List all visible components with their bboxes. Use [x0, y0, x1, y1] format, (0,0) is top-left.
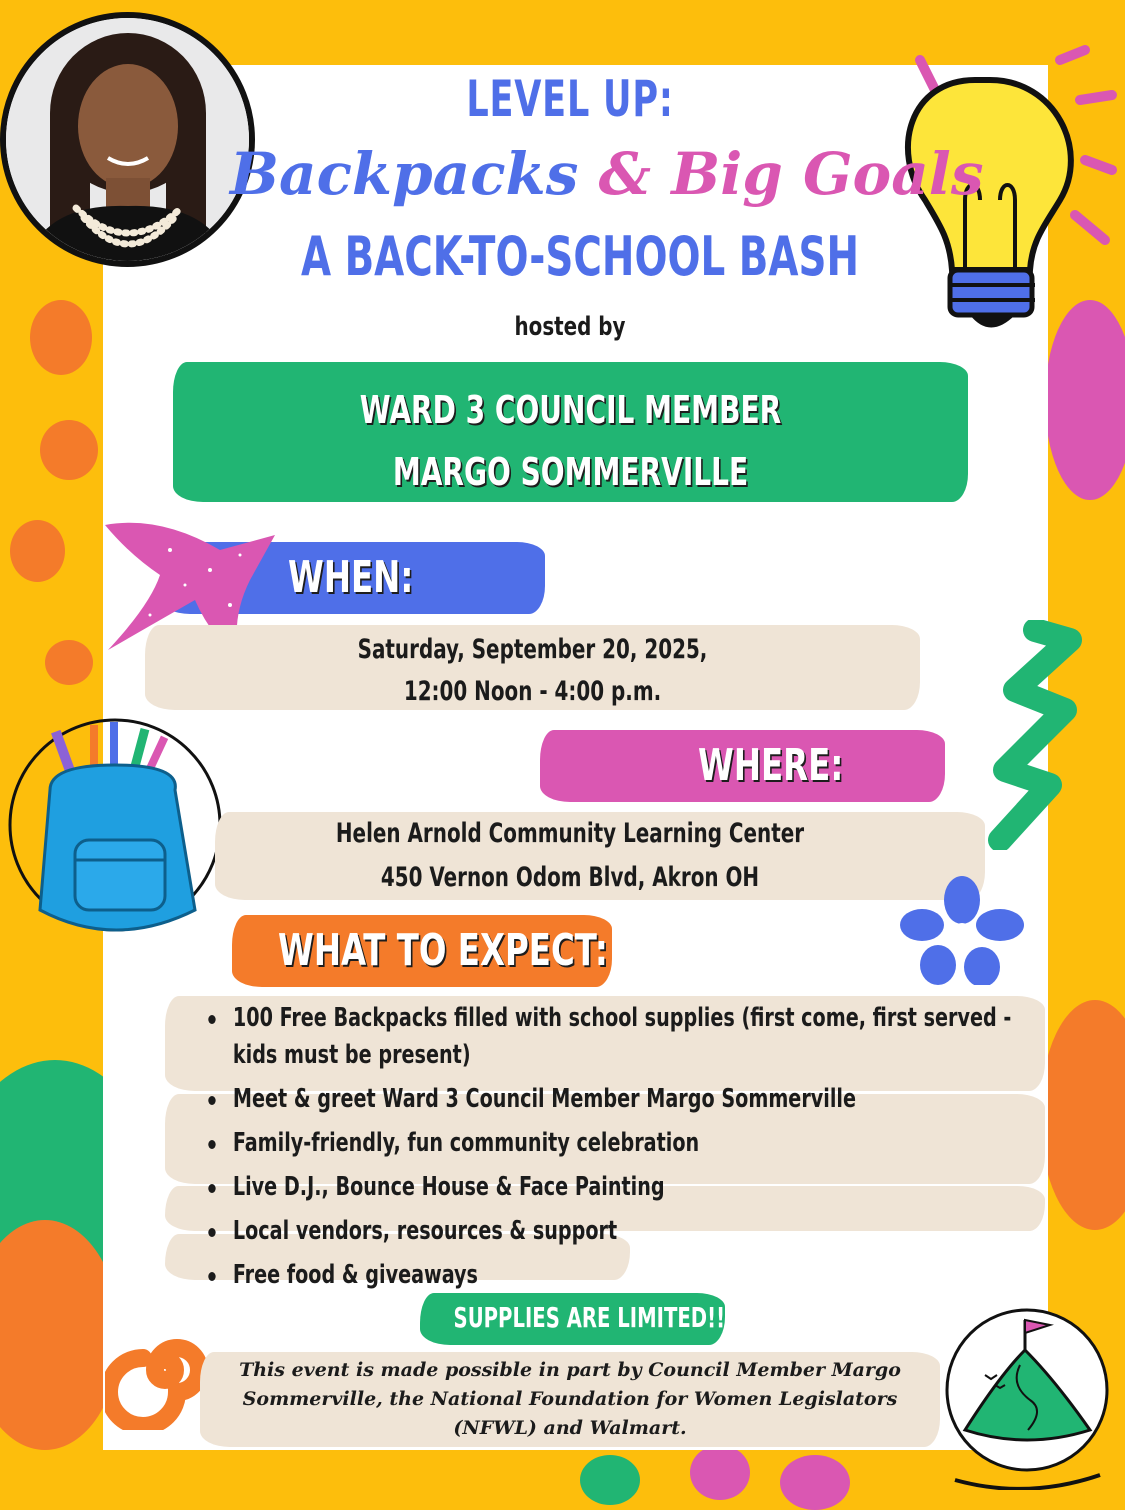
decor-blob-orange-3 — [10, 520, 65, 582]
supplies-limited-notice: SUPPLIES ARE LIMITED!! — [453, 1301, 726, 1334]
venue-name: Helen Arnold Community Learning Center — [335, 818, 805, 849]
hosted-by-label: hosted by — [514, 312, 626, 342]
decor-blob-green-2 — [580, 1455, 640, 1505]
list-item: Live D.J., Bounce House & Face Painting — [205, 1169, 992, 1206]
decor-blob-pink-3 — [780, 1455, 850, 1510]
decor-blob-orange-2 — [40, 420, 98, 480]
portrait-photo — [0, 12, 255, 267]
where-label: WHERE: — [698, 740, 844, 791]
flower-icon — [900, 875, 1025, 985]
decor-blob-pink-2 — [690, 1445, 750, 1500]
mountain-flag-logo — [940, 1305, 1115, 1490]
decor-blob-orange-4 — [45, 640, 93, 685]
host-title: WARD 3 COUNCIL MEMBER — [359, 388, 782, 432]
list-item: Meet & greet Ward 3 Council Member Margo Sommerville — [205, 1081, 992, 1118]
list-item: 100 Free Backpacks filled with school supplies (first come, first served - kids must be present) — [205, 1000, 1020, 1074]
event-time: 12:00 Noon - 4:00 p.m. — [403, 676, 662, 707]
portrait-illustration — [6, 18, 249, 261]
when-label: WHEN: — [288, 552, 414, 603]
event-date: Saturday, September 20, 2025, — [357, 634, 708, 665]
list-item: Free food & giveaways — [205, 1257, 992, 1294]
decor-blob-orange-5 — [1040, 1000, 1125, 1230]
event-title-line3: A BACK-TO-SCHOOL BASH — [300, 225, 860, 288]
sponsor-credit: This event is made possible in part by Council Member Margo Sommerville, the National Foundation for Women Legislators (NFWL) and Walmart. — [239, 1359, 901, 1439]
expect-list — [205, 1000, 1012, 1301]
host-name: MARGO SOMMERVILLE — [392, 450, 749, 494]
squiggle-icon — [975, 620, 1085, 850]
title-big-goals: Big Goals — [671, 140, 984, 208]
venue-address: 450 Vernon Odom Blvd, Akron OH — [380, 862, 760, 893]
title-backpacks: Backpacks — [230, 140, 579, 208]
backpack-icon — [5, 710, 225, 940]
list-item: Local vendors, resources & support — [205, 1213, 992, 1250]
event-title-line1: LEVEL UP: — [466, 70, 674, 128]
title-ampersand: & — [598, 140, 651, 208]
event-title-line2 — [230, 140, 984, 208]
expect-label: WHAT TO EXPECT: — [278, 925, 608, 976]
list-item: Family-friendly, fun community celebration — [205, 1125, 992, 1162]
decor-blob-orange-1 — [30, 300, 92, 375]
